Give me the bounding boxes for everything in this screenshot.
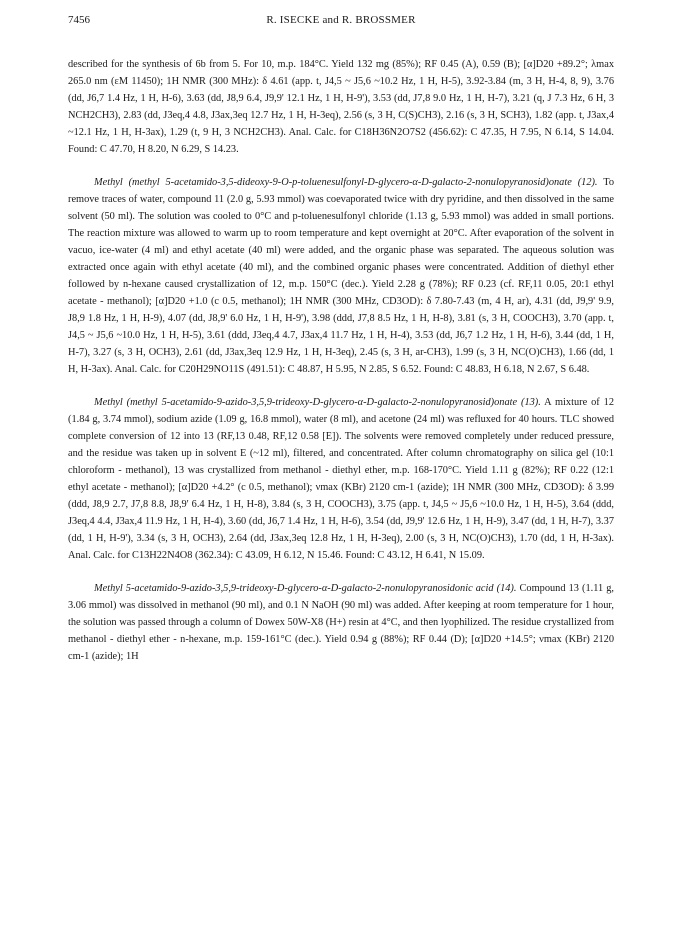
page-header [68,14,614,30]
paragraph-text: described for the synthesis of 6b from 5. For 10, m.p. 184°C. Yield 132 mg (85%); RF 0.45 (A), 0.59 (B); [α]D20 +89.2°; λmax 265.0 nm (εM 11450); 1H NMR (300 MHz): δ 4.61 (app. t, J4,5 ~ J5,6 ~10.2 Hz, 1 H, H-5), 3.92-3.84 (m, 3 H, H-4, 8, 9), 3.76 (dd, J6,7 1.4 Hz, 1 H, H-6), 3.63 (dd, J8,9 6.4, J9,9' 12.1 Hz, 1 H, H-9'), 3.53 (dd, J7,8 9.0 Hz, 1 H, H-7), 3.21 (q, J 7.3 Hz, 6 H, 3 NCH2CH3), 2.83 (dd, J3eq,4 4.8, J3ax,3eq 12.7 Hz, 1 H, H-3eq), 2.56 (s, 3 H, C(S)CH3), 2.16 (s, 3 H, SCH3), 1.82 (app. t, J3ax,4 ~12.1 Hz, 1 H, H-3ax), 1.29 (t, 9 H, 3 NCH2CH3). Anal. Calc. for C18H36N2O7S2 (456.62): C 47.35, H 7.95, N 6.14, S 14.04. Found: C 47.70, H 8.20, N 6.29, S 14.23. [68,59,614,155]
paragraph-compound-14 [68,580,614,665]
paragraph-compound-13 [68,394,614,564]
paragraph-text: Compound 13 (1.11 g, 3.06 mmol) was dissolved in methanol (90 ml), and 0.1 N NaOH (90 ml) was added. After keeping at room temperature for 1 hour, the solution was passed through a column of Dowex 50W-X8 (H+) resin at 4°C, and then lyophilized. The residue crystallized from methanol - diethyl ether - n-hexane, m.p. 159-161°C (dec.). Yield 0.94 g (88%); RF 0.44 (D); [α]D20 +14.5°; νmax (KBr) 2120 cm-1 (azide); 1H [68,583,614,662]
body-text [68,56,614,681]
compound-heading: Methyl 5-acetamido-9-azido-3,5,9-trideoxy-D-glycero-α-D-galacto-2-nonulopyranosidonic acid (14). [94,583,517,594]
page-number: 7456 [68,14,90,26]
running-title: R. ISECKE and R. BROSSMER [266,14,416,26]
paragraph-compound-12 [68,174,614,378]
paragraph-compound-10 [68,56,614,158]
paragraph-text: To remove traces of water, compound 11 (2.0 g, 5.93 mmol) was coevaporated twice with dry pyridine, and then dissolved in the same solvent (50 ml). The solution was cooled to 0°C and p-toluenesulfonyl chloride (1.13 g, 5.93 mmol) was added in small portions. The reaction mixture was allowed to warm up to room temperature and kept overnight at 20°C. After evaporation of the solvent in vacuo, ice-water (4 ml) and ethyl acetate (40 ml) were added, and the organic phase was separated. The aqueous solution was extracted once again with ethyl acetate (40 ml), and the combined organic phases were concentrated. Addition of diethyl ether followed by n-hexane caused crystallization of 12, m.p. 150°C (dec.). Yield 2.28 g (78%); RF 0.23 (cf. RF,11 0.05, 20:1 ethyl acetate - methanol); [α]D20 +1.0 (c 0.5, methanol); 1H NMR (300 MHz, CD3OD): δ 7.80-7.43 (m, 4 H, ar), 4.31 (dd, J9,9' 9.9, J8,9 1.8 Hz, 1 H, H-9), 4.07 (dd, J8,9' 6.0 Hz, 1 H, H-9'), 3.98 (ddd, J7,8 8.5 Hz, 1 H, H-8), 3.81 (s, 3 H, COOCH3), 3.70 (app. t, J4,5 ~ J5,6 ~10.0 Hz, 1 H, H-5), 3.61 (ddd, J3eq,4 4.7, J3ax,4 11.7 Hz, 1 H, H-4), 3.53 (dd, J6,7 1.2 Hz, 1 H, H-6), 3.44 (dd, 1 H, H-7), 3.27 (s, 3 H, OCH3), 2.61 (dd, J3ax,3eq 12.9 Hz, 1 H, H-3eq), 2.45 (s, 3 H, ar-CH3), 1.99 (s, 3 H, NC(O)CH3), 1.66 (dd, 1 H, H-3ax). Anal. Calc. for C20H29NO11S (491.51): C 48.87, H 5.95, N 2.85, S 6.52. Found: C 48.83, H 6.18, N 2.67, S 6.48. [68,177,614,375]
paragraph-text: A mixture of 12 (1.84 g, 3.74 mmol), sodium azide (1.09 g, 16.8 mmol), water (8 ml), and acetone (24 ml) was refluxed for 40 hours. TLC showed complete conversion of 12 into 13 (RF,13 0.48, RF,12 0.58 [E]). The solvents were removed completely under reduced pressure, and the residue was taken up in solvent E (~12 ml), filtered, and concentrated. After column chromatography on silica gel (10:1 chloroform - methanol), 13 was crystallized from methanol - diethyl ether, m.p. 168-170°C. Yield 1.11 g (82%); RF 0.22 (12:1 ethyl acetate - methanol); [α]D20 +4.2° (c 0.5, methanol); νmax (KBr) 2120 cm-1 (azide); 1H NMR (300 MHz, CD3OD): δ 3.99 (ddd, J8,9 2.7, J7,8 8.8, J8,9' 6.4 Hz, 1 H, H-8), 3.84 (s, 3 H, COOCH3), 3.75 (app. t, J4,5 ~ J5,6 ~10.0 Hz, 1 H, H-5), 3.64 (ddd, J3eq,4 4.4, J3ax,4 11.9 Hz, 1 H, H-4), 3.60 (dd, J6,7 1.4 Hz, 1 H, H-6), 3.54 (dd, J9,9' 12.6 Hz, 1 H, H-9), 3.47 (dd, 1 H, H-7), 3.37 (dd, 1 H, H-9'), 3.34 (s, 3 H, OCH3), 2.64 (dd, J3ax,3eq 12.8 Hz, 1 H, H-3eq), 2.00 (s, 3 H, NC(O)CH3), 1.70 (dd, 1 H, H-3ax). Anal. Calc. for C13H22N4O8 (362.34): C 43.09, H 6.12, N 15.46. Found: C 43.12, H 6.41, N 15.09. [68,397,614,561]
compound-heading: Methyl (methyl 5-acetamido-9-azido-3,5,9-trideoxy-D-glycero-α-D-galacto-2-nonulopyranosid)onate (13). [94,397,541,408]
compound-heading: Methyl (methyl 5-acetamido-3,5-dideoxy-9-O-p-toluenesulfonyl-D-glycero-α-D-galacto-2-nonulopyranosid)onate (12). [94,177,598,188]
